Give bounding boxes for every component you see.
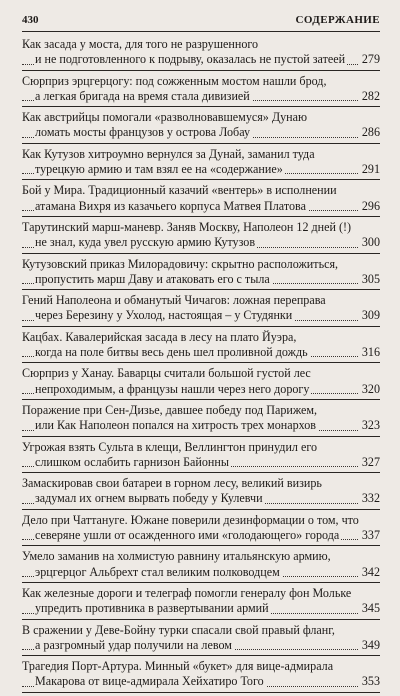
toc-entry — [22, 366, 380, 400]
toc-entry-subtitle: Макарова от вице-адмирала Хейхатиро Того — [35, 674, 264, 689]
toc-page-number: 296 — [361, 198, 380, 213]
toc-entry-subtitle: а разгромный удар получили на левом — [35, 637, 232, 652]
toc-entry — [22, 37, 380, 71]
toc-entry-title-continued — [22, 565, 380, 580]
toc-entry-title-continued — [22, 235, 380, 250]
header-divider — [22, 31, 380, 32]
toc-entry — [22, 74, 380, 108]
toc-page-number: 342 — [361, 564, 380, 579]
toc-entry-title-continued — [22, 418, 380, 433]
toc-page-number: 345 — [361, 601, 380, 616]
toc-entry-title: Умело заманив на холмистую равнину итальянскую армию, — [22, 549, 331, 564]
toc-entry-subtitle: через Березину у Ухолод, настоящая – у Студянки — [35, 308, 293, 323]
toc-entry-title: Поражение при Сен-Дизье, давшее победу под Парижем, — [22, 402, 318, 417]
toc-entry-title: Бой у Мира. Традиционный казачий «вентерь» в исполнении — [22, 183, 337, 198]
toc-page-number: 309 — [361, 308, 380, 323]
toc-entry-title-continued — [22, 674, 380, 689]
toc-entry-subtitle: задумал их огнем вырвать победу у Кулевчи — [35, 491, 263, 506]
toc-entry-title: Сюрприз эрцгерцогу: под сожженным мостом нашли брод, — [22, 73, 327, 88]
toc-entry-subtitle: пропустить марш Даву и атаковать его с тыла — [35, 271, 270, 286]
toc-page-number: 337 — [361, 528, 380, 543]
toc-page-number: 320 — [361, 381, 380, 396]
toc-entry-subtitle: упредить противника в развертывании армий — [35, 601, 269, 616]
toc-entry-subtitle: атамана Вихря из казачьего корпуса Матвея Платова — [35, 198, 306, 213]
toc-entry-title: Как железные дороги и телеграф помогли генералу фон Мольке — [22, 585, 352, 600]
toc-entry-subtitle: ломать мосты французов у острова Лобау — [35, 125, 250, 140]
toc-entry-title-continued — [22, 528, 380, 543]
toc-entry — [22, 623, 380, 657]
toc-page-number: 332 — [361, 491, 380, 506]
toc-entry-title: Как засада у моста, для того не разрушенного — [22, 37, 259, 51]
toc-entry-title: Сюрприз у Ханау. Баварцы считали большой густой лес — [22, 366, 311, 381]
toc-entry — [22, 659, 380, 693]
toc-page-number: 279 — [361, 52, 380, 67]
toc-entry-title: Тарутинский марш-маневр. Заняв Москву, Наполеон 12 дней (!) — [22, 219, 352, 234]
toc-entry-title-continued — [22, 638, 380, 653]
toc-entry-title: Замаскировав свои батареи в горном лесу, великий визирь — [22, 476, 322, 491]
toc-entry-title: Как австрийцы помогали «разволновавшемуся» Дунаю — [22, 110, 308, 125]
toc-entry-subtitle: когда на поле битвы весь день шел проливной дождь — [35, 345, 308, 360]
toc-entry-title-continued — [22, 491, 380, 506]
toc-entry-title-continued — [22, 89, 380, 104]
toc-entry-subtitle: не знал, куда увел русскую армию Кутузов — [35, 235, 256, 250]
toc-entry-subtitle: турецкую армию и там взял ее на «содержание» — [35, 162, 283, 177]
toc-entry-title-continued — [22, 162, 380, 177]
toc-entry — [22, 183, 380, 217]
toc-entry — [22, 403, 380, 437]
toc-entry-title-continued — [22, 308, 380, 323]
toc-entry-subtitle: а легкая бригада на время стала дивизией — [35, 88, 250, 103]
toc-entry — [22, 257, 380, 291]
toc-entry — [22, 440, 380, 474]
toc-page-number: 286 — [361, 125, 380, 140]
toc-entry — [22, 147, 380, 181]
toc-entry-title: В сражении у Деве-Бойну турки спасали свой правый фланг, — [22, 622, 335, 637]
toc-entry — [22, 330, 380, 364]
toc-page-number: 305 — [361, 271, 380, 286]
toc-entry-subtitle: и не подготовленного к подрыву, оказалась не пустой затеей — [35, 52, 346, 67]
toc-entry-title-continued — [22, 52, 380, 67]
toc-entry-title-continued — [22, 125, 380, 140]
toc-entry-subtitle: слишком ослабить гарнизон Байонны — [35, 454, 229, 469]
toc-entry-title-continued — [22, 455, 380, 470]
toc-entry-title: Как Кутузов хитроумно вернулся за Дунай, заманил туда — [22, 146, 315, 161]
toc-entry-title-continued — [22, 272, 380, 287]
toc-entry — [22, 586, 380, 620]
toc-entry-subtitle: или Как Наполеон попался на хитрость трех монархов — [35, 418, 316, 433]
toc-entry-title: Кацбах. Кавалерийская засада в лесу на плато Йуэра, — [22, 329, 297, 344]
table-of-contents — [22, 37, 380, 696]
toc-entry-title: Трагедия Порт-Артура. Минный «букет» для вице-адмирала — [22, 659, 334, 674]
toc-entry-title: Кутузовский приказ Милорадовичу: скрытно расположиться, — [22, 256, 339, 271]
toc-entry — [22, 220, 380, 254]
toc-page-number: 323 — [361, 418, 380, 433]
page-title: СОДЕРЖАНИЕ — [295, 14, 380, 26]
toc-page-number: 353 — [361, 674, 380, 689]
toc-page-number: 316 — [361, 345, 380, 360]
toc-entry-title-continued — [22, 345, 380, 360]
toc-page-number: 300 — [361, 235, 380, 250]
toc-entry — [22, 513, 380, 547]
page-number: 430 — [22, 14, 39, 26]
toc-entry-title: Угрожая взять Сульта в клещи, Веллингтон принудил его — [22, 439, 318, 454]
toc-entry-title: Гений Наполеона и обманутый Чичагов: ложная переправа — [22, 293, 326, 308]
toc-entry-title-continued — [22, 601, 380, 616]
toc-page-number: 282 — [361, 88, 380, 103]
toc-entry — [22, 110, 380, 144]
toc-page-number: 349 — [361, 637, 380, 652]
toc-entry — [22, 476, 380, 510]
toc-page-number: 327 — [361, 454, 380, 469]
toc-entry-title: Дело при Чаттануге. Южане поверили дезинформации о том, что — [22, 512, 359, 527]
toc-entry-title-continued — [22, 199, 380, 214]
page-header — [22, 12, 380, 30]
toc-entry-subtitle: северяне ушли от осажденного ими «голодающего» города — [35, 528, 340, 543]
toc-entry-subtitle: непроходимым, а французы нашли через него дорогу — [35, 381, 310, 396]
toc-entry — [22, 549, 380, 583]
toc-page-number: 291 — [361, 162, 380, 177]
toc-entry — [22, 293, 380, 327]
toc-entry-title-continued — [22, 382, 380, 397]
toc-entry-subtitle: эрцгерцог Альбрехт стал великим полководцем — [35, 564, 280, 579]
